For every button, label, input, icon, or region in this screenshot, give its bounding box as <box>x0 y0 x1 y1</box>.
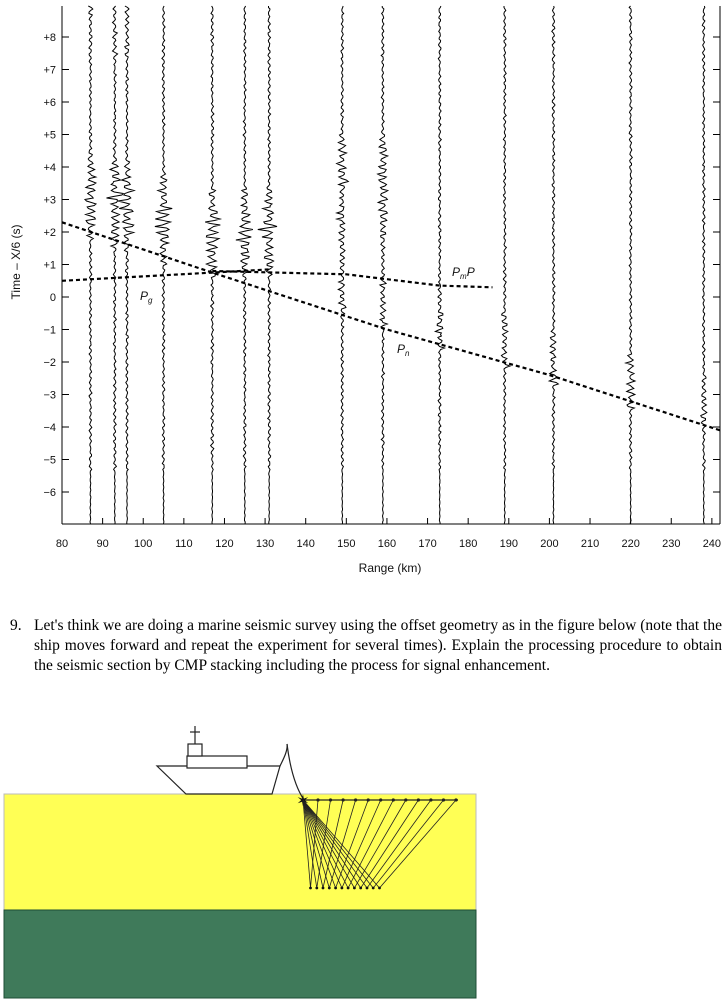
y-axis-label: Time – X/6 (s) <box>9 224 23 300</box>
receiver-icon <box>392 798 395 801</box>
seismic-trace <box>337 6 349 524</box>
y-tick-label: +6 <box>43 97 56 109</box>
reflection-point <box>372 887 375 890</box>
seismic-trace <box>549 6 558 524</box>
plot-frame <box>62 6 720 524</box>
y-tick-label: −2 <box>43 357 56 369</box>
reflection-point <box>366 887 369 890</box>
phase-curve-pmp <box>212 271 492 287</box>
receiver-icon <box>329 798 332 801</box>
x-tick-label: 130 <box>255 538 275 550</box>
x-tick-label: 240 <box>702 538 722 550</box>
y-tick-label: +3 <box>43 194 56 207</box>
receiver-icon <box>454 798 457 801</box>
x-tick-label: 160 <box>377 538 397 550</box>
y-tick-label: +7 <box>43 64 56 77</box>
seismic-trace <box>85 6 96 524</box>
seismic-trace <box>155 6 172 524</box>
receiver-icon <box>417 798 420 801</box>
pn-label <box>397 342 410 358</box>
reflection-point <box>322 887 325 890</box>
question-number: 9. <box>10 617 22 634</box>
y-tick-label: +8 <box>43 32 56 44</box>
y-tick-label: +2 <box>43 227 56 239</box>
reflection-point <box>347 887 350 890</box>
x-axis-label: Range (km) <box>358 561 422 575</box>
x-tick-label: 170 <box>418 538 437 550</box>
receiver-icon <box>342 798 345 801</box>
x-tick-label: 120 <box>215 538 234 550</box>
marine-survey-figure <box>0 718 480 1002</box>
x-tick-label: 180 <box>458 538 478 550</box>
water-layer <box>4 794 476 910</box>
reflection-point <box>353 887 356 890</box>
seismic-trace <box>118 6 134 524</box>
y-tick-label: +1 <box>43 259 56 272</box>
x-tick-label: 100 <box>134 538 153 550</box>
pmp-label-main2: P <box>466 265 475 279</box>
seismic-trace <box>258 6 277 524</box>
seismic-trace <box>236 6 253 524</box>
towing-cable <box>287 744 458 800</box>
x-tick-label: 220 <box>621 538 640 550</box>
x-tick-label: 230 <box>662 538 681 550</box>
receiver-icon <box>442 798 445 801</box>
receiver-icon <box>354 798 357 801</box>
receiver-icon <box>404 798 407 801</box>
x-tick-label: 200 <box>540 538 559 550</box>
reflection-point <box>341 887 344 890</box>
seismic-trace <box>701 6 707 524</box>
receiver-icon <box>367 798 370 801</box>
y-tick-label: −5 <box>43 454 56 467</box>
reflection-point <box>309 887 312 890</box>
x-tick-label: 140 <box>296 538 315 550</box>
receiver-icon <box>379 798 382 801</box>
receiver-icon <box>429 798 432 801</box>
pmp-label-main1: P <box>452 265 461 279</box>
question-9 <box>10 616 722 676</box>
x-tick-label: 150 <box>337 538 356 550</box>
phase-curve-pg <box>62 269 269 280</box>
pg-label-sub: g <box>148 296 153 305</box>
seismic-trace <box>107 6 124 524</box>
y-tick-label: +4 <box>43 162 56 174</box>
ship-icon <box>157 726 287 794</box>
pg-label <box>140 289 153 305</box>
y-tick-label: −3 <box>43 389 56 402</box>
reflection-point <box>328 887 331 890</box>
pmp-label <box>452 265 475 281</box>
y-tick-label: 0 <box>49 292 56 304</box>
pn-label-main: P <box>397 342 406 356</box>
x-tick-label: 80 <box>55 538 69 550</box>
y-tick-label: −1 <box>43 324 56 337</box>
seismic-trace <box>501 6 510 524</box>
source-star-icon: ✶ <box>296 793 310 810</box>
y-tick-label: −4 <box>43 422 56 434</box>
seismic-trace <box>205 6 220 524</box>
seismic-trace <box>626 6 635 524</box>
seismic-traces <box>85 6 707 524</box>
pg-label-main: P <box>140 289 149 303</box>
x-tick-label: 210 <box>580 538 600 550</box>
sediment-layer <box>4 910 476 998</box>
y-tick-label: +5 <box>43 129 56 142</box>
x-tick-label: 90 <box>96 538 109 550</box>
x-tick-label: 190 <box>499 538 518 550</box>
reflection-point <box>359 887 362 890</box>
reflection-point <box>315 887 318 890</box>
receiver-icon <box>316 798 319 801</box>
pn-label-sub: n <box>405 349 410 358</box>
question-text: Let's think we are doing a marine seismic survey using the offset geometry as in the figure below (note that the ship moves forward and repeat the experiment for several times). Explain the processing procedure to obtain the seismic section by CMP stacking including the process for signal enhancement. <box>34 617 722 674</box>
seismic-trace <box>378 6 388 524</box>
x-tick-label: 110 <box>175 538 193 550</box>
reflection-point <box>334 887 337 890</box>
y-tick-label: −6 <box>43 487 56 499</box>
reflection-point <box>378 887 381 890</box>
pmp-label-sub: m <box>460 272 467 281</box>
seismic-trace <box>435 6 444 524</box>
x-axis-ticks <box>56 518 721 550</box>
